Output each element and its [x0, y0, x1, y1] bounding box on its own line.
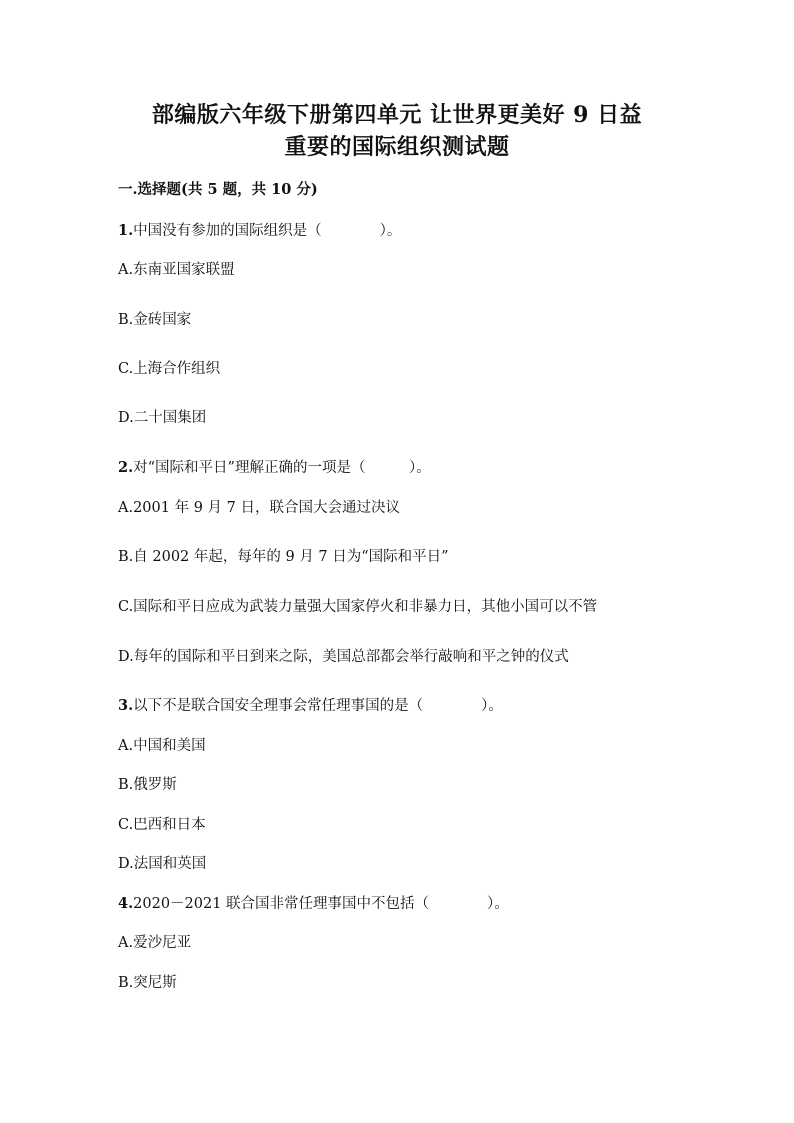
question-3-option-a: A.中国和美国 — [118, 738, 206, 754]
question-4-option-a: A.爱沙尼亚 — [118, 935, 192, 951]
question-2 — [118, 456, 431, 477]
section-heading: 一.选择题(共 5 题，共 10 分) — [118, 181, 318, 198]
question-stem: 以下不是联合国安全理事会常任理事国的是（ ）。 — [133, 698, 503, 714]
question-1-option-d: D.二十国集团 — [118, 410, 207, 426]
question-number: 4. — [118, 895, 134, 912]
question-stem: 2020－2021 联合国非常任理事国中不包括（ ）。 — [133, 896, 509, 912]
question-stem: 中国没有参加的国际组织是（ ）。 — [133, 223, 402, 239]
question-1-option-a: A.东南亚国家联盟 — [118, 262, 235, 278]
question-4-option-b: B.突尼斯 — [118, 975, 177, 991]
question-1-option-b: B.金砖国家 — [118, 312, 192, 328]
question-number: 1. — [118, 222, 134, 239]
question-3-option-b: B.俄罗斯 — [118, 777, 177, 793]
question-3-option-c: C.巴西和日本 — [118, 817, 206, 833]
question-2-option-c: C.国际和平日应成为武装力量强大国家停火和非暴力日，其他小国可以不管 — [118, 599, 598, 615]
question-2-option-b: B.自 2002 年起，每年的 9 月 7 日为“国际和平日” — [118, 549, 449, 565]
question-stem: 对“国际和平日”理解正确的一项是（ ）。 — [133, 460, 431, 476]
question-4 — [118, 892, 509, 913]
question-1 — [118, 219, 401, 240]
document-title-line-2: 重要的国际组织测试题 — [284, 134, 510, 160]
question-1-option-c: C.上海合作组织 — [118, 361, 221, 377]
question-number: 3. — [118, 697, 134, 714]
document-title-line-1: 部编版六年级下册第四单元 让世界更美好 9 日益 — [151, 102, 643, 128]
question-2-option-d: D.每年的国际和平日到来之际，美国总部都会举行敲响和平之钟的仪式 — [118, 649, 569, 665]
question-3-option-d: D.法国和英国 — [118, 856, 207, 872]
question-2-option-a: A.2001 年 9 月 7 日，联合国大会通过决议 — [118, 500, 400, 516]
question-3 — [118, 694, 503, 715]
question-number: 2. — [118, 459, 134, 476]
